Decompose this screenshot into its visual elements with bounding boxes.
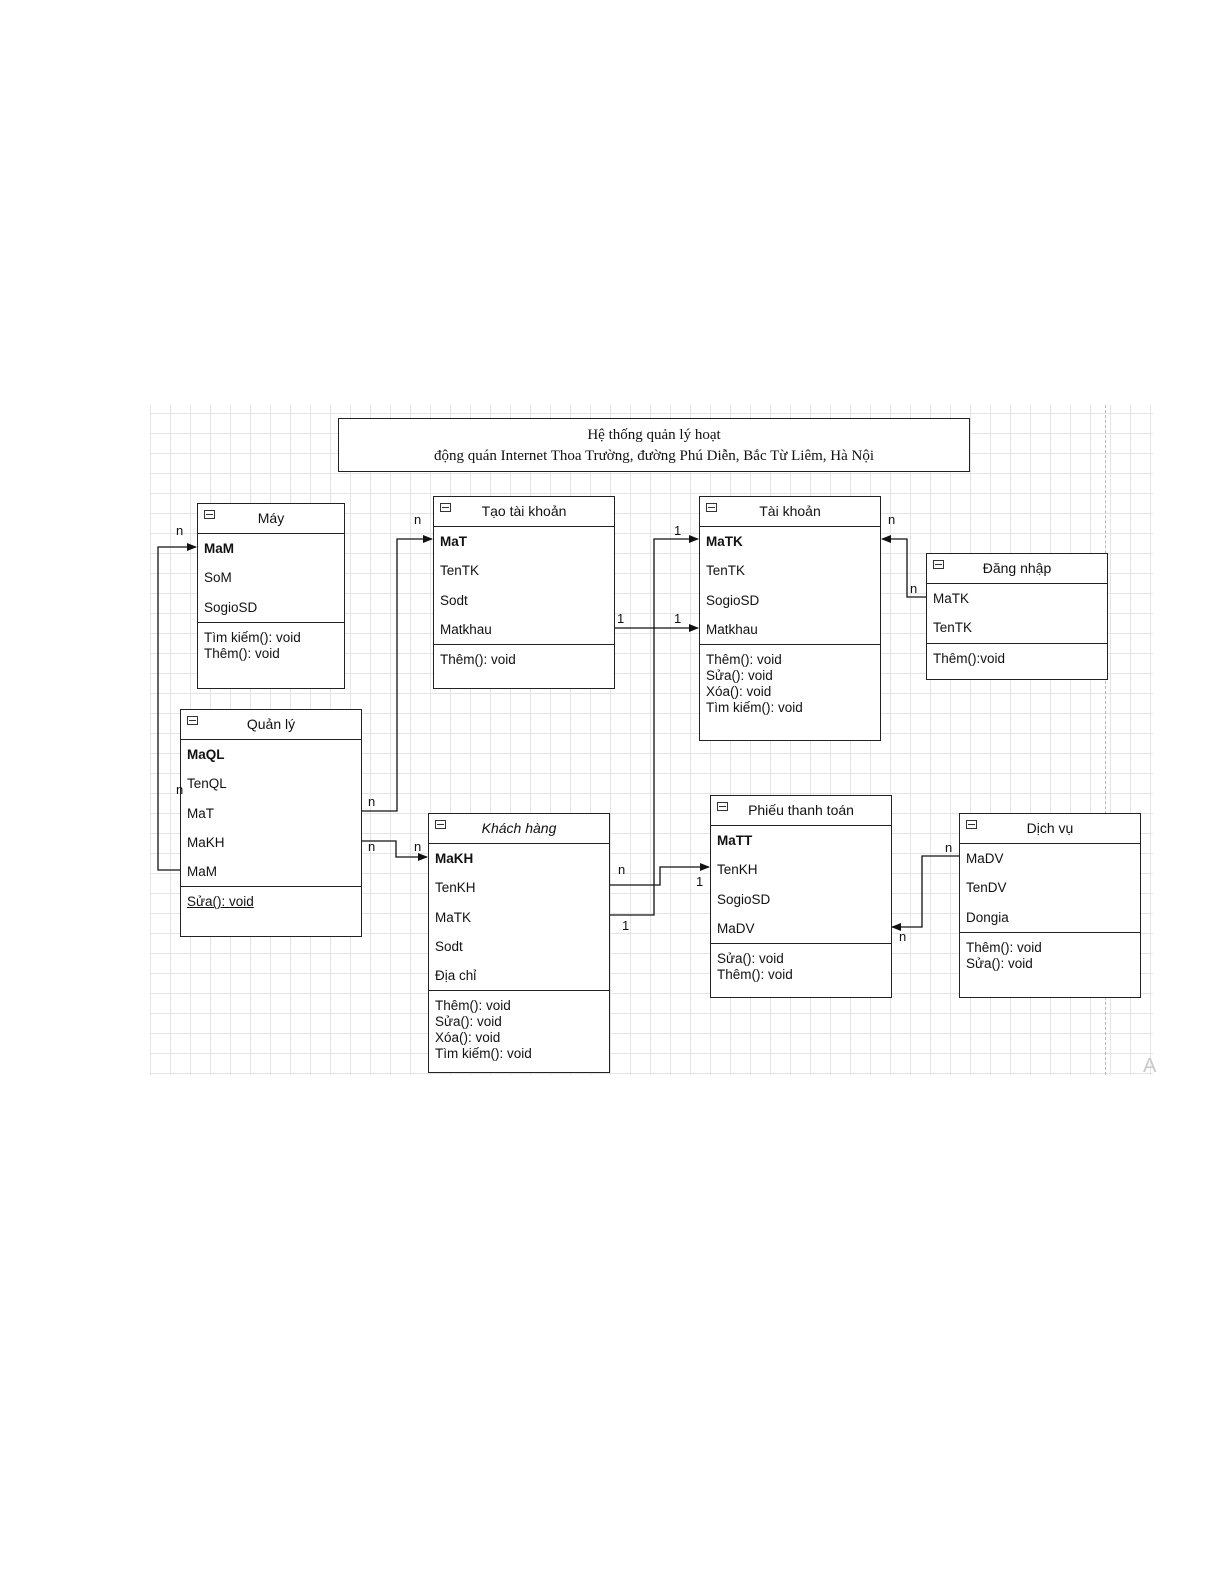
class-name: Khách hàng — [481, 820, 557, 836]
attribute-row: Địa chỉ — [435, 968, 477, 984]
class-name: Dịch vụ — [1026, 820, 1074, 836]
class-dang-nhap[interactable] — [926, 553, 1108, 680]
method-row: Tìm kiếm(): void — [204, 629, 301, 645]
attribute-list — [927, 584, 1107, 643]
method-row: Thêm(): void — [204, 645, 280, 661]
connector-khachhang-taikhoan — [609, 539, 698, 915]
collapse-minus-icon[interactable] — [717, 802, 728, 811]
method-row: Xóa(): void — [435, 1030, 501, 1046]
attribute-row: SogioSD — [706, 592, 760, 608]
attribute-row: TenTK — [706, 563, 746, 579]
attribute-list — [198, 534, 344, 622]
title-line-2: động quán Internet Thoa Trường, đường Phú Diễn, Bắc Từ Liêm, Hà Nội — [433, 448, 875, 464]
class-header — [927, 554, 1107, 584]
title-line-1: Hệ thống quản lý hoạt — [587, 427, 721, 443]
multiplicity-label: 1 — [696, 874, 704, 889]
attribute-row: Sodt — [435, 938, 463, 954]
attribute-row: MaT — [440, 534, 467, 549]
method-list — [434, 644, 614, 672]
attribute-row: TenTK — [933, 620, 973, 636]
attribute-row: SogioSD — [717, 891, 771, 907]
method-list — [927, 643, 1107, 671]
collapse-minus-icon[interactable] — [435, 820, 446, 829]
multiplicity-label: n — [176, 782, 184, 797]
class-tao-tai-khoan[interactable] — [433, 496, 615, 689]
method-list — [181, 886, 361, 914]
diagram-canvas — [150, 405, 1157, 1077]
multiplicity-label: 1 — [674, 611, 682, 626]
method-row: Sửa(): void — [717, 951, 784, 967]
attribute-row: MaDV — [717, 920, 755, 936]
method-row: Xóa(): void — [706, 684, 772, 700]
method-row: Tìm kiếm(): void — [706, 700, 803, 716]
class-header — [700, 497, 880, 527]
attribute-row: SogioSD — [204, 599, 258, 615]
method-row: Thêm(): void — [706, 652, 782, 668]
multiplicity-label: n — [414, 512, 422, 527]
attribute-list — [434, 527, 614, 644]
attribute-row: Matkhau — [706, 621, 758, 637]
attribute-list — [181, 740, 361, 886]
attribute-row: MaTK — [706, 534, 743, 549]
connector-quanly-taotaikhoan — [361, 539, 432, 811]
attribute-row: TenKH — [435, 880, 476, 896]
collapse-minus-icon[interactable] — [706, 503, 717, 512]
attribute-row: TenQL — [187, 776, 227, 792]
method-row: Sửa(): void — [187, 894, 254, 910]
attribute-row: MaTK — [933, 591, 970, 606]
attribute-row: MaKH — [435, 851, 474, 866]
multiplicity-label: n — [945, 840, 953, 855]
attribute-list — [700, 527, 880, 644]
method-row: Thêm(): void — [717, 967, 793, 983]
method-list — [700, 644, 880, 720]
attribute-row: MaT — [187, 805, 214, 821]
stray-glyph: A — [1143, 1055, 1157, 1077]
class-khach-hang[interactable] — [428, 813, 610, 1073]
class-header — [711, 796, 891, 826]
class-header — [181, 710, 361, 740]
attribute-row: Sodt — [440, 592, 468, 608]
class-name: Máy — [257, 510, 285, 526]
method-row: Sửa(): void — [966, 955, 1033, 971]
attribute-list — [429, 844, 609, 990]
connector-dangnhap-taikhoan — [882, 539, 926, 597]
method-list — [960, 932, 1140, 976]
attribute-row: MaM — [204, 541, 234, 556]
method-row: Thêm(): void — [440, 652, 516, 668]
collapse-minus-icon[interactable] — [933, 560, 944, 569]
method-row: Tìm kiếm(): void — [435, 1046, 532, 1062]
attribute-row: MaTT — [717, 833, 753, 848]
class-name: Phiếu thanh toán — [748, 802, 854, 818]
class-dich-vu[interactable] — [959, 813, 1141, 998]
multiplicity-label: n — [176, 523, 184, 538]
attribute-row: TenTK — [440, 563, 480, 579]
multiplicity-label: 1 — [622, 918, 630, 933]
collapse-minus-icon[interactable] — [204, 510, 215, 519]
collapse-minus-icon[interactable] — [966, 820, 977, 829]
class-header — [960, 814, 1140, 844]
attribute-row: MaKH — [187, 834, 225, 850]
collapse-minus-icon[interactable] — [440, 503, 451, 512]
attribute-row: MaQL — [187, 747, 225, 762]
multiplicity-label: n — [414, 839, 422, 854]
connector-dichvu-phieuthanhtoan — [892, 856, 959, 927]
multiplicity-label: 1 — [617, 611, 625, 626]
method-list — [711, 943, 891, 987]
multiplicity-label: n — [910, 581, 918, 596]
class-header — [429, 814, 609, 844]
method-row: Thêm():void — [933, 650, 1006, 666]
class-header — [198, 504, 344, 534]
attribute-row: MaM — [187, 864, 217, 880]
class-may[interactable] — [197, 503, 345, 689]
class-tai-khoan[interactable] — [699, 496, 881, 741]
class-name: Tài khoản — [759, 503, 821, 519]
method-row: Thêm(): void — [966, 939, 1042, 955]
method-row: Thêm(): void — [435, 998, 511, 1014]
class-name: Tạo tài khoản — [481, 503, 567, 519]
multiplicity-label: n — [888, 512, 896, 527]
attribute-row: TenDV — [966, 880, 1007, 896]
method-row: Sửa(): void — [435, 1014, 502, 1030]
multiplicity-label: n — [368, 794, 376, 809]
multiplicity-label: n — [618, 862, 626, 877]
class-quan-ly[interactable] — [180, 709, 362, 937]
attribute-row: Matkhau — [440, 621, 492, 637]
attribute-row: SoM — [204, 570, 232, 586]
attribute-list — [960, 844, 1140, 932]
class-header — [434, 497, 614, 527]
collapse-minus-icon[interactable] — [187, 716, 198, 725]
attribute-row: Dongia — [966, 909, 1009, 925]
attribute-row: MaDV — [966, 851, 1004, 866]
method-list — [429, 990, 609, 1066]
attribute-row: TenKH — [717, 862, 758, 878]
attribute-list — [711, 826, 891, 943]
attribute-row: MaTK — [435, 909, 472, 925]
multiplicity-label: n — [368, 839, 376, 854]
class-name: Quản lý — [246, 716, 296, 732]
method-row: Sửa(): void — [706, 668, 773, 684]
multiplicity-label: n — [899, 929, 907, 944]
class-phieu-thanh-toan[interactable] — [710, 795, 892, 998]
multiplicity-label: 1 — [674, 523, 682, 538]
class-name: Đăng nhập — [982, 560, 1052, 576]
method-list — [198, 622, 344, 666]
